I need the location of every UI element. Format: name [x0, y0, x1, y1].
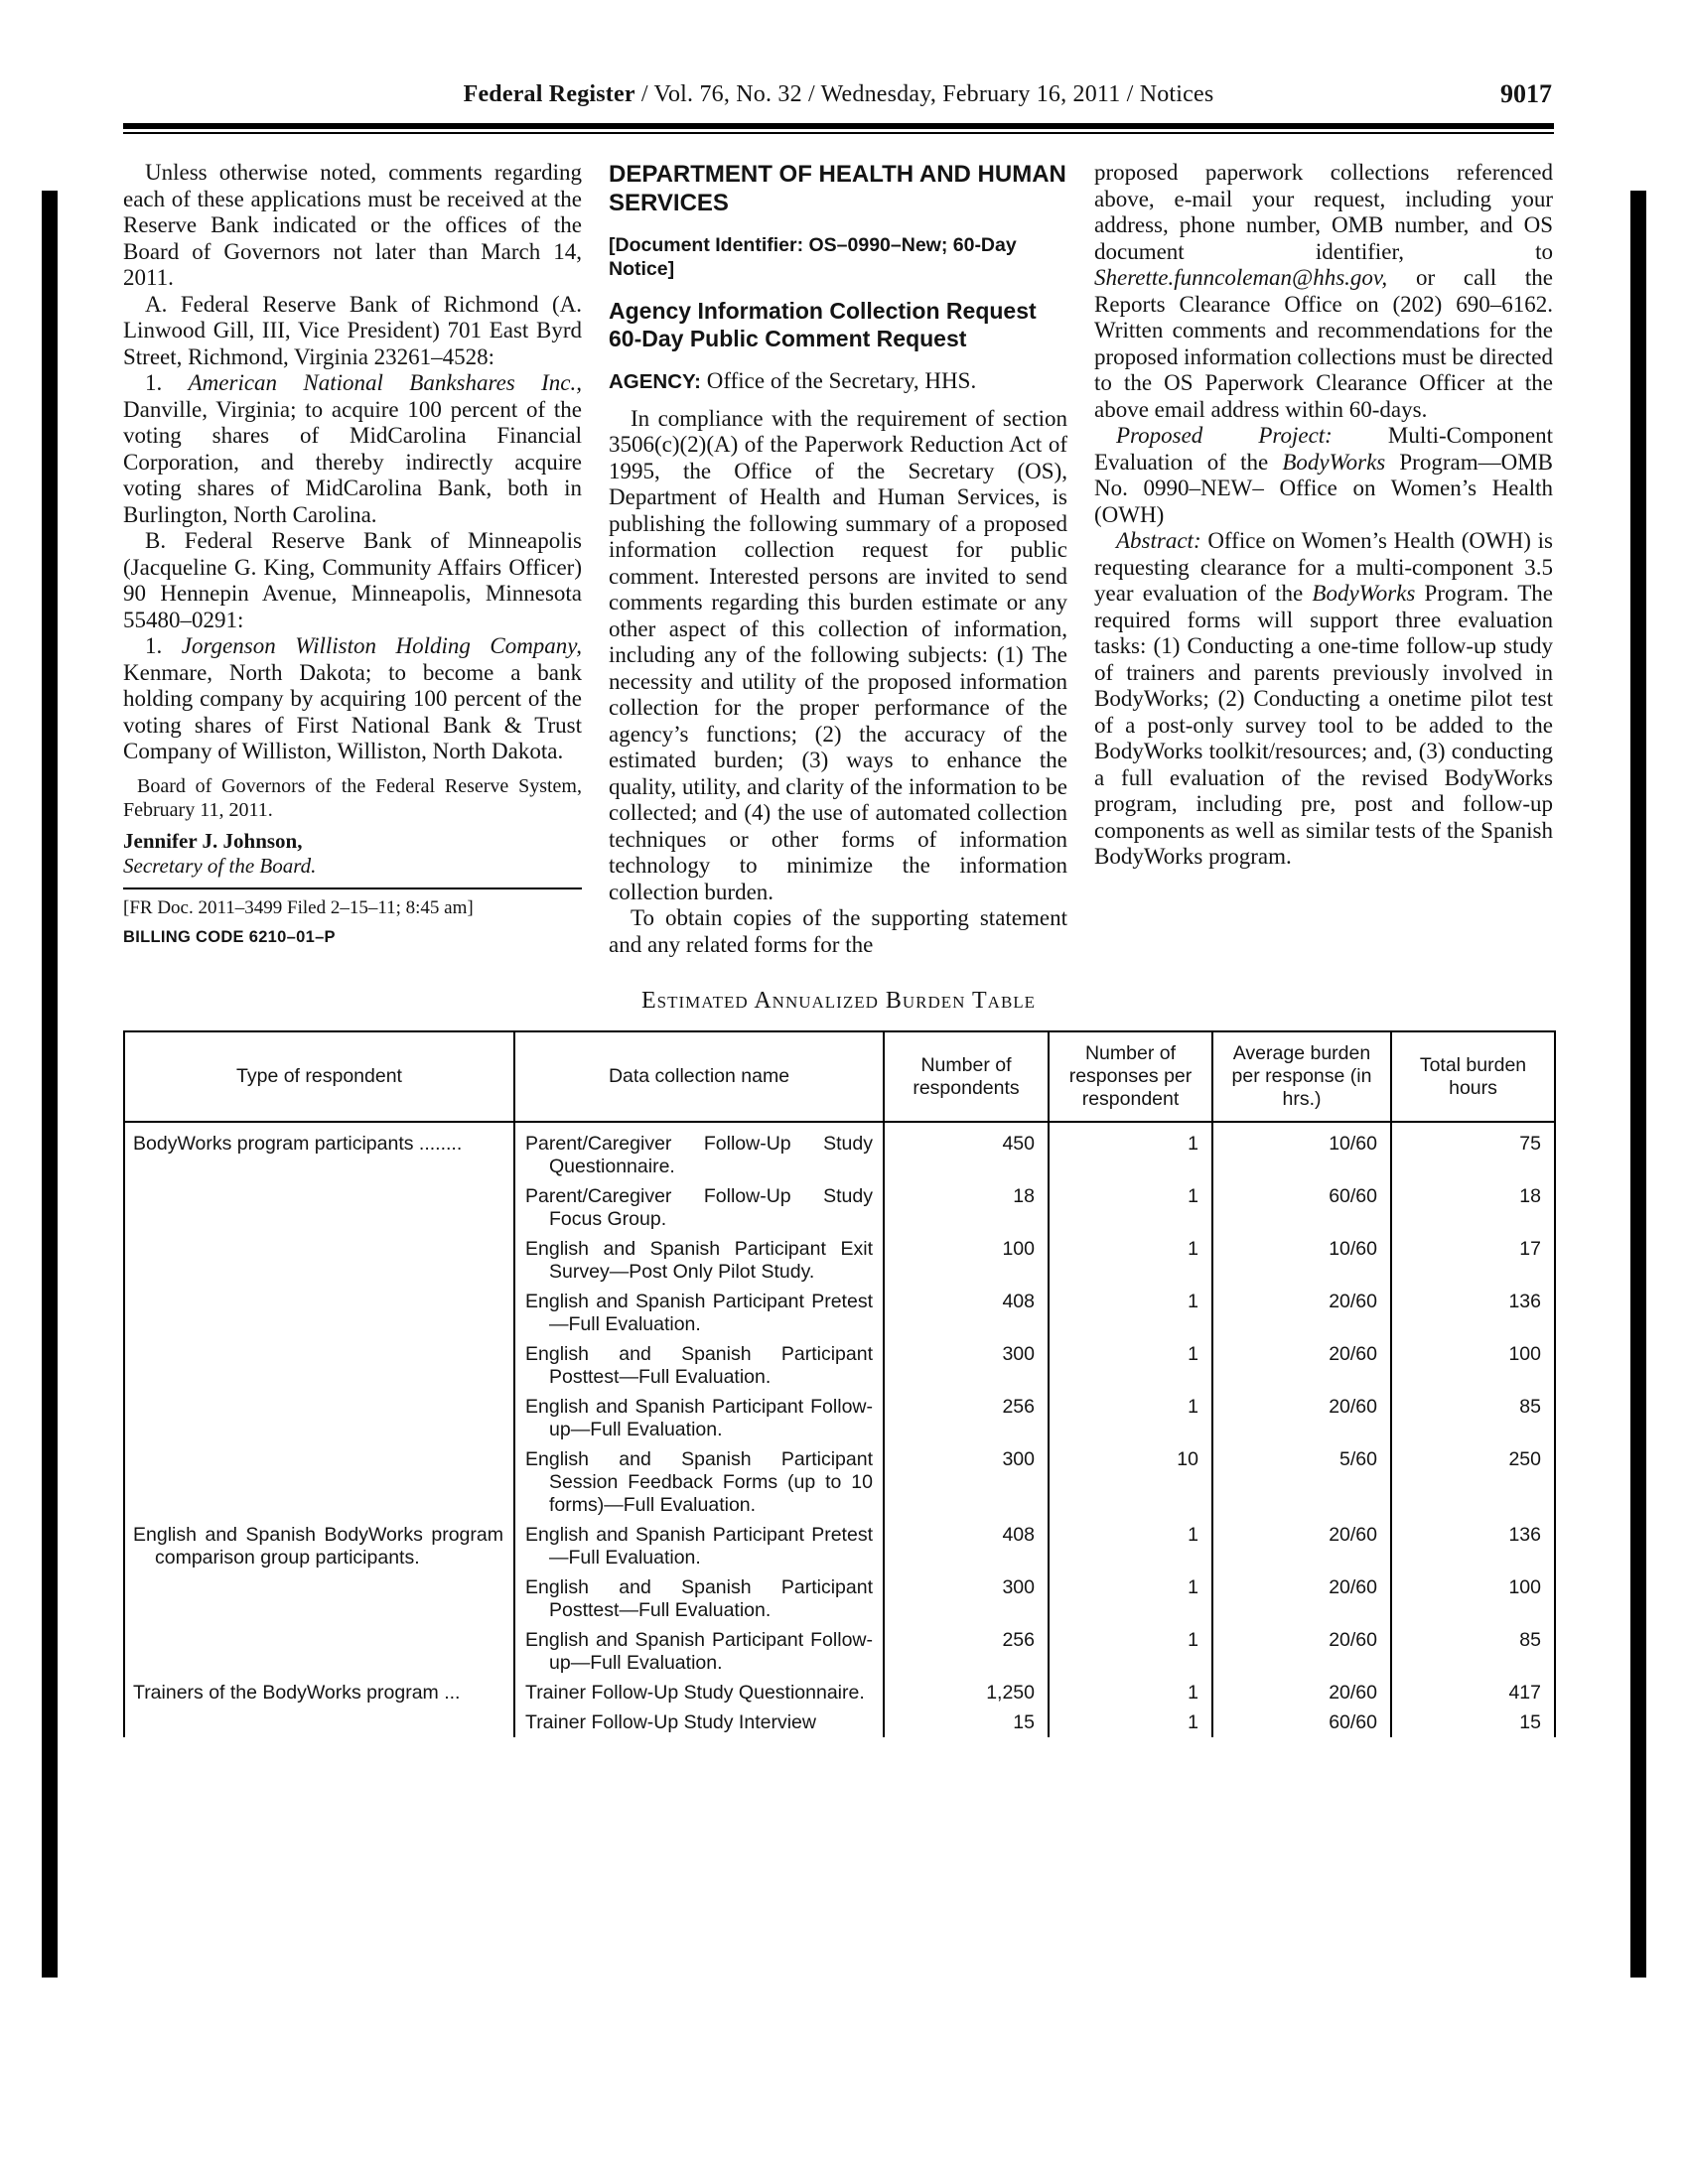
cell-collection-name: English and Spanish Participant Follow-up—Full Evaluation. — [514, 1392, 884, 1444]
paragraph-jorgenson — [123, 633, 582, 765]
cell-num-responses: 1 — [1049, 1181, 1212, 1234]
cell-respondent — [124, 1339, 514, 1392]
column-2 — [609, 160, 1067, 958]
proposed-project-label: Proposed Project: — [1116, 423, 1333, 448]
cell-avg-burden: 20/60 — [1212, 1520, 1391, 1572]
table-row — [124, 1520, 1555, 1572]
burden-table-title: Estimated Annualized Burden Table — [640, 988, 1037, 1014]
company-name-italic: Jorgenson Williston Holding Company, — [181, 633, 583, 658]
cell-respondent — [124, 1234, 514, 1287]
item-text: Kenmare, North Dakota; to become a bank holding company by acquiring 100 percent of the voting shares of First National Bank & Trust Company of Williston, Williston, North Dakota. — [123, 659, 582, 763]
running-head — [123, 81, 1554, 111]
paragraph-compliance: In compliance with the requirement of section 3506(c)(2)(A) of the Paperwork Reduction Act of 1995, the Office of the Secretary (OS), Department of Health and Human Services, is publishing the following summary of a proposed information collection request for public comment. Interested persons are invited to send comments regarding this burden estimate or any other aspect of this collection of information, including any of the following subjects: (1) The necessity and utility of the proposed information collection for the proper performance of the agency’s functions; (2) the accuracy of the estimated burden; (3) ways to enhance the quality, utility, and clarity of the information to be collected; and (4) the use of automated collection techniques or other forms of information technology to minimize the information collection burden. — [609, 405, 1067, 904]
table-row — [124, 1444, 1555, 1520]
table-row — [124, 1707, 1555, 1737]
cell-total-burden: 75 — [1391, 1122, 1555, 1181]
cell-num-respondents: 408 — [884, 1287, 1049, 1339]
header-total-burden-hours: Total burden hours — [1391, 1031, 1555, 1122]
email-address-italic: Sherette.funncoleman@hhs.gov, — [1094, 265, 1388, 290]
bodyworks-italic: BodyWorks — [1282, 449, 1386, 475]
table-row — [124, 1625, 1555, 1678]
cell-respondent — [124, 1392, 514, 1444]
cell-collection-name: English and Spanish Participant Follow-up—Full Evaluation. — [514, 1625, 884, 1678]
notice-heading: Agency Information Collection Request 60-Day Public Comment Request — [609, 298, 1037, 351]
agency-line — [609, 368, 1067, 396]
cell-avg-burden: 20/60 — [1212, 1287, 1391, 1339]
cell-num-respondents: 18 — [884, 1181, 1049, 1234]
cell-num-respondents: 450 — [884, 1122, 1049, 1181]
cell-total-burden: 100 — [1391, 1339, 1555, 1392]
cell-respondent — [124, 1572, 514, 1625]
table-row — [124, 1287, 1555, 1339]
table-header-row — [124, 1031, 1555, 1122]
cell-num-respondents: 256 — [884, 1392, 1049, 1444]
cell-total-burden: 250 — [1391, 1444, 1555, 1520]
company-name-italic: American National Bankshares Inc., — [188, 370, 582, 395]
paragraph-richmond-bank: A. Federal Reserve Bank of Richmond (A. Linwood Gill, III, Vice President) 701 East Byrd Street, Richmond, Virginia 23261–4528: — [123, 291, 582, 369]
cell-collection-name: English and Spanish Participant Posttest—Full Evaluation. — [514, 1572, 884, 1625]
signature-title: Secretary of the Board. — [123, 853, 317, 878]
text-columns — [123, 160, 1553, 958]
head-rule-thick — [123, 123, 1554, 129]
cell-collection-name: English and Spanish Participant Pretest—Full Evaluation. — [514, 1520, 884, 1572]
agency-label: AGENCY: — [609, 370, 702, 393]
running-head-title — [123, 81, 1554, 108]
header-type-of-respondent: Type of respondent — [124, 1031, 514, 1122]
cell-total-burden: 18 — [1391, 1181, 1555, 1234]
header-average-burden: Average burden per response (in hrs.) — [1212, 1031, 1391, 1122]
item-number: 1. — [145, 633, 182, 658]
cell-avg-burden: 20/60 — [1212, 1572, 1391, 1625]
cell-num-responses: 1 — [1049, 1122, 1212, 1181]
abstract-text-2: Program. The required forms will support three evaluation tasks: (1) Conducting a one-time follow-up study of trainers and parents previously involved in BodyWorks; (2) Conducting a onetime pilot test of a post-only survey tool to be added to the BodyWorks toolkit/resources; and, (3) conducting a full evaluation of the revised BodyWorks program, including pre, post and follow-up components as well as similar tests of the Spanish BodyWorks program. — [1094, 581, 1553, 869]
table-row — [124, 1122, 1555, 1181]
estimated-annualized-burden-table — [123, 1030, 1556, 1737]
cell-respondent — [124, 1444, 514, 1520]
header-responses-per-respondent: Number of responses per respondent — [1049, 1031, 1212, 1122]
table-row — [124, 1678, 1555, 1707]
cell-total-burden: 17 — [1391, 1234, 1555, 1287]
cell-num-responses: 1 — [1049, 1234, 1212, 1287]
cell-num-respondents: 408 — [884, 1520, 1049, 1572]
cell-respondent: Trainers of the BodyWorks program ... — [124, 1678, 514, 1707]
cell-num-respondents: 1,250 — [884, 1678, 1049, 1707]
cell-avg-burden: 5/60 — [1212, 1444, 1391, 1520]
department-heading: DEPARTMENT OF HEALTH AND HUMAN SERVICES — [609, 161, 1066, 216]
table-row — [124, 1392, 1555, 1444]
issue-info: / Vol. 76, No. 32 / Wednesday, February 16, 2011 / Notices — [634, 81, 1214, 107]
cell-num-respondents: 300 — [884, 1572, 1049, 1625]
cell-respondent: BodyWorks program participants ........ — [124, 1122, 514, 1181]
paragraph-comments-deadline: Unless otherwise noted, comments regarding each of these applications must be received at the Reserve Bank indicated or the offices of the Board of Governors not later than March 14, 2011. — [123, 160, 582, 290]
table-row — [124, 1572, 1555, 1625]
page-content — [123, 0, 1554, 1737]
cell-avg-burden: 20/60 — [1212, 1392, 1391, 1444]
paragraph-proposed-project — [1094, 423, 1553, 528]
cell-avg-burden: 20/60 — [1212, 1678, 1391, 1707]
cell-avg-burden: 20/60 — [1212, 1625, 1391, 1678]
bodyworks-italic: BodyWorks — [1312, 581, 1416, 606]
cell-num-respondents: 300 — [884, 1339, 1049, 1392]
proposed-project-text-1: Multi-Component Evaluation of the — [1094, 423, 1553, 475]
paragraph-minneapolis-bank: B. Federal Reserve Bank of Minneapolis (Jacqueline G. King, Community Affairs Officer) 90 Hennepin Avenue, Minneapolis, Minnesota 55480–0291: — [123, 528, 582, 632]
agency-value: Office of the Secretary, HHS. — [701, 368, 977, 393]
cell-collection-name: English and Spanish Participant Posttest—Full Evaluation. — [514, 1339, 884, 1392]
text-after-email: or call the Reports Clearance Office on (202) 690–6162. Written comments and recommendations for the proposed information collections must be directed to the OS Paperwork Clearance Officer at the above email address within 60-days. — [1094, 265, 1553, 422]
cell-num-responses: 1 — [1049, 1678, 1212, 1707]
cell-num-responses: 1 — [1049, 1625, 1212, 1678]
cell-collection-name: English and Spanish Participant Session Feedback Forms (up to 10 forms)—Full Evaluation. — [514, 1444, 884, 1520]
item-number: 1. — [145, 370, 189, 395]
cell-num-responses: 1 — [1049, 1339, 1212, 1392]
cell-avg-burden: 60/60 — [1212, 1707, 1391, 1737]
cell-total-burden: 136 — [1391, 1287, 1555, 1339]
cell-respondent — [124, 1625, 514, 1678]
table-row — [124, 1181, 1555, 1234]
text-before-email: proposed paperwork collections referenced above, e-mail your request, including your address, phone number, OMB number, and OS document identifier, to — [1094, 160, 1553, 264]
cell-total-burden: 15 — [1391, 1707, 1555, 1737]
cell-respondent — [124, 1287, 514, 1339]
item-text: Danville, Virginia; to acquire 100 percent of the voting shares of MidCarolina Financial Corporation, and thereby indirectly acquire voting shares of MidCarolina Bank, both in Burlington, North Carolina. — [123, 396, 582, 527]
header-number-of-respondents: Number of respondents — [884, 1031, 1049, 1122]
column-3 — [1094, 160, 1553, 958]
cell-respondent — [124, 1181, 514, 1234]
abstract-text-1: Office on Women’s Health (OWH) is requesting clearance for a multi-component 3.5 year evaluation of the — [1094, 528, 1553, 606]
column-1 — [123, 160, 582, 958]
document-identifier: [Document Identifier: OS–0990–New; 60-Day Notice] — [609, 234, 1017, 280]
cell-total-burden: 100 — [1391, 1572, 1555, 1625]
cell-num-respondents: 15 — [884, 1707, 1049, 1737]
paragraph-obtain-copies: To obtain copies of the supporting statement and any related forms for the — [609, 905, 1067, 957]
cell-num-responses: 1 — [1049, 1572, 1212, 1625]
cell-num-responses: 1 — [1049, 1392, 1212, 1444]
table-row — [124, 1234, 1555, 1287]
cell-num-respondents: 256 — [884, 1625, 1049, 1678]
billing-code: BILLING CODE 6210–01–P — [123, 927, 336, 946]
cell-collection-name: English and Spanish Participant Exit Survey—Post Only Pilot Study. — [514, 1234, 884, 1287]
signature-name: Jennifer J. Johnson, — [123, 828, 303, 853]
cell-total-burden: 417 — [1391, 1678, 1555, 1707]
cell-avg-burden: 10/60 — [1212, 1234, 1391, 1287]
cell-avg-burden: 10/60 — [1212, 1122, 1391, 1181]
cell-collection-name: English and Spanish Participant Pretest—Full Evaluation. — [514, 1287, 884, 1339]
cell-total-burden: 85 — [1391, 1625, 1555, 1678]
cell-collection-name: Trainer Follow-Up Study Questionnaire. — [514, 1678, 884, 1707]
journal-name: Federal Register — [463, 81, 635, 107]
cell-num-responses: 10 — [1049, 1444, 1212, 1520]
paragraph-email-request — [1094, 160, 1553, 423]
cell-collection-name: Parent/Caregiver Follow-Up Study Questionnaire. — [514, 1122, 884, 1181]
cell-avg-burden: 60/60 — [1212, 1181, 1391, 1234]
fr-doc-line: [FR Doc. 2011–3499 Filed 2–15–11; 8:45 am] — [123, 896, 474, 918]
cell-num-responses: 1 — [1049, 1707, 1212, 1737]
signature-org-date: Board of Governors of the Federal Reserve System, February 11, 2011. — [123, 774, 582, 821]
head-rule-thin — [123, 132, 1554, 134]
cell-collection-name: Parent/Caregiver Follow-Up Study Focus Group. — [514, 1181, 884, 1234]
abstract-label: Abstract: — [1116, 528, 1201, 553]
paragraph-abstract — [1094, 528, 1553, 871]
cell-num-responses: 1 — [1049, 1287, 1212, 1339]
cell-respondent: English and Spanish BodyWorks program comparison group participants. — [124, 1520, 514, 1572]
signature-rule — [123, 887, 582, 889]
right-page-edge-bar — [1630, 191, 1646, 1978]
cell-num-responses: 1 — [1049, 1520, 1212, 1572]
table-row — [124, 1339, 1555, 1392]
proposed-project-text-2: Program—OMB No. 0990–NEW– Office on Women’s Health (OWH) — [1094, 449, 1553, 527]
left-page-edge-bar — [42, 191, 58, 1978]
cell-num-respondents: 300 — [884, 1444, 1049, 1520]
cell-respondent — [124, 1707, 514, 1737]
cell-avg-burden: 20/60 — [1212, 1339, 1391, 1392]
cell-collection-name: Trainer Follow-Up Study Interview — [514, 1707, 884, 1737]
page-number: 9017 — [1500, 79, 1552, 108]
cell-total-burden: 85 — [1391, 1392, 1555, 1444]
header-data-collection-name: Data collection name — [514, 1031, 884, 1122]
cell-total-burden: 136 — [1391, 1520, 1555, 1572]
paragraph-american-national — [123, 370, 582, 528]
cell-num-respondents: 100 — [884, 1234, 1049, 1287]
